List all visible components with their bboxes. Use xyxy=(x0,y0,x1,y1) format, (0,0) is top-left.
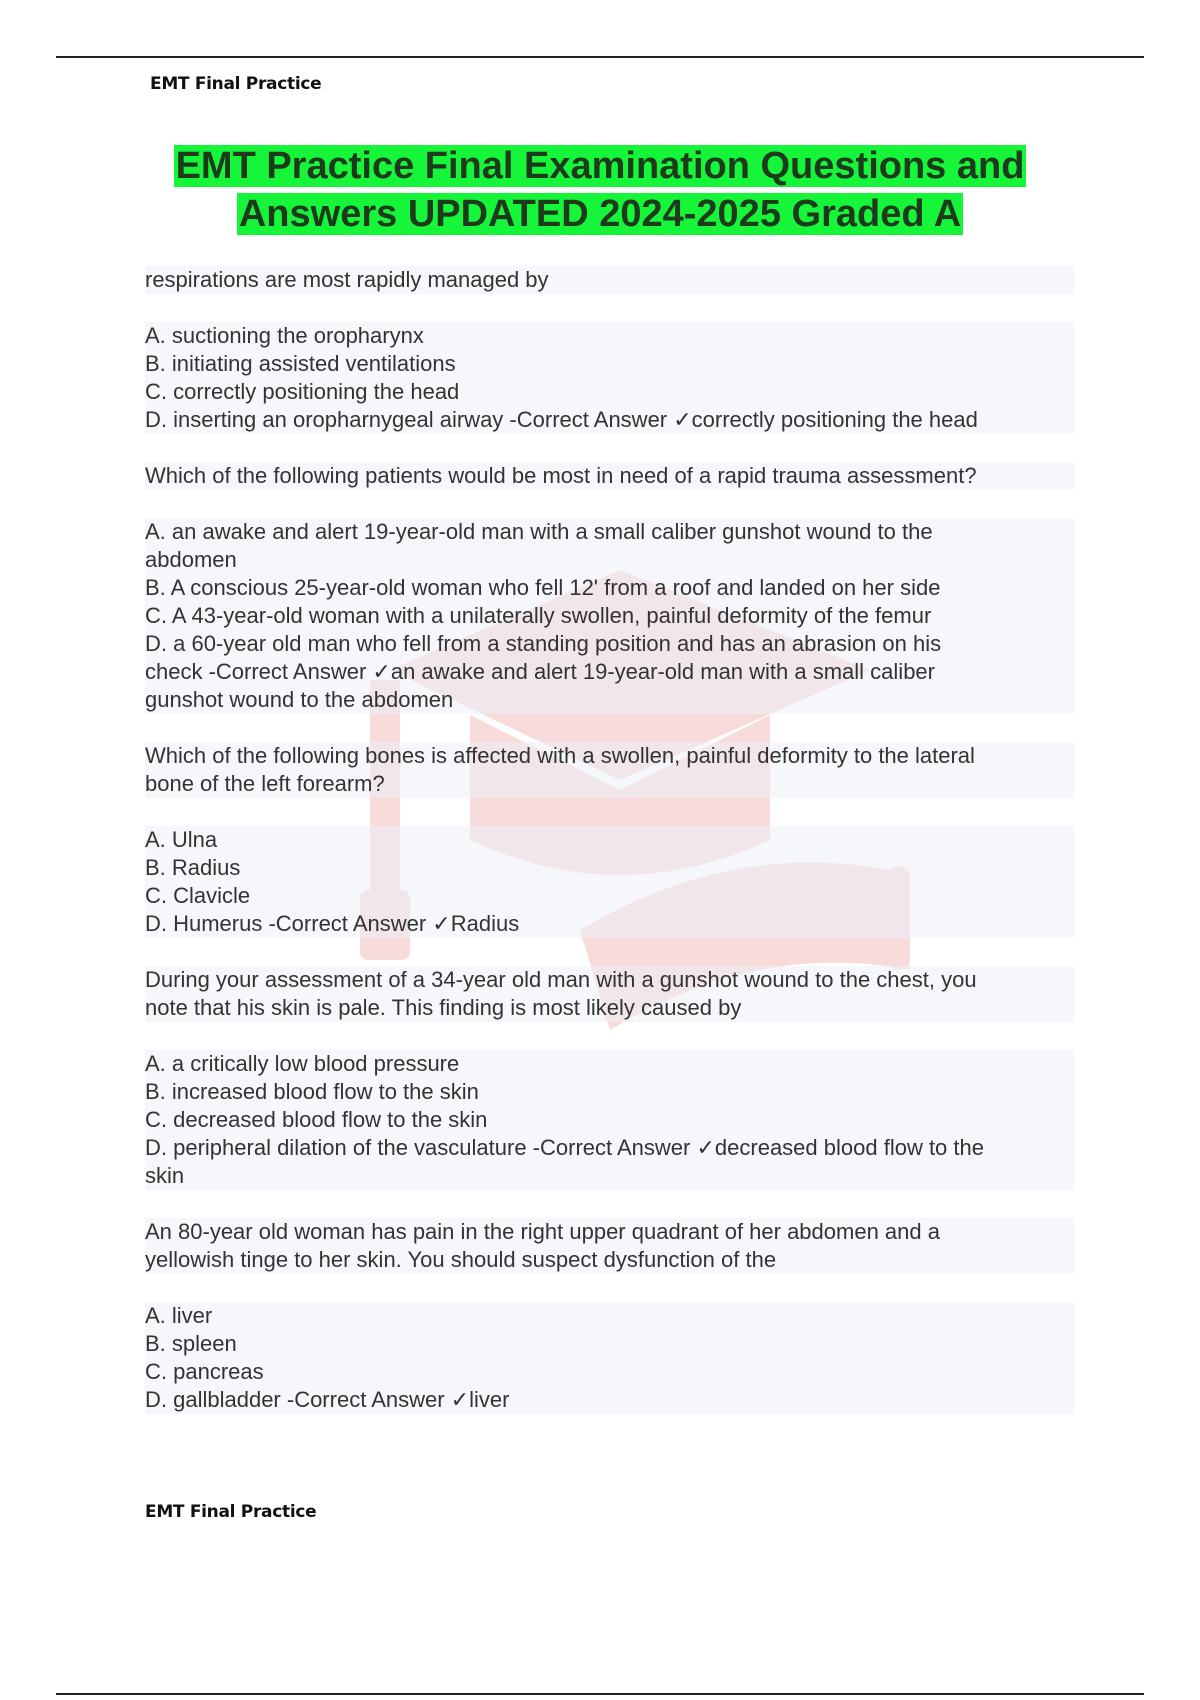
answer-option-line: B. increased blood flow to the skin xyxy=(145,1078,1075,1106)
questions-list xyxy=(145,266,1075,1414)
answer-option-line: B. spleen xyxy=(145,1330,1075,1358)
stem-gap xyxy=(145,798,1075,826)
answer-option-line: gunshot wound to the abdomen xyxy=(145,686,1075,714)
answer-option-line: B. initiating assisted ventilations xyxy=(145,350,1075,378)
answer-option-line: C. A 43-year-old woman with a unilaterally swollen, painful deformity of the femur xyxy=(145,602,1075,630)
answer-option-line: abdomen xyxy=(145,546,1075,574)
top-rule xyxy=(56,56,1144,58)
stem-gap xyxy=(145,490,1075,518)
answer-option-line: C. decreased blood flow to the skin xyxy=(145,1106,1075,1134)
answer-option-line: A. suctioning the oropharynx xyxy=(145,322,1075,350)
answer-option-line: D. a 60-year old man who fell from a standing position and has an abrasion on his xyxy=(145,630,1075,658)
title-line-2: Answers UPDATED 2024-2025 Graded A xyxy=(238,193,962,235)
stem-gap xyxy=(145,1022,1075,1050)
document-title xyxy=(130,142,1070,238)
answer-option-line: A. a critically low blood pressure xyxy=(145,1050,1075,1078)
title-line-1: EMT Practice Final Examination Questions and xyxy=(175,145,1025,187)
question-stem-line: respirations are most rapidly managed by xyxy=(145,266,1075,294)
question-block xyxy=(145,462,1075,714)
answer-option-line: D. gallbladder -Correct Answer ✓liver xyxy=(145,1386,1075,1414)
answer-option-line: D. Humerus -Correct Answer ✓Radius xyxy=(145,910,1075,938)
stem-gap xyxy=(145,1274,1075,1302)
answer-option-line: B. A conscious 25-year-old woman who fell 12' from a roof and landed on her side xyxy=(145,574,1075,602)
question-block xyxy=(145,1218,1075,1414)
question-block xyxy=(145,742,1075,938)
answer-option-line: check -Correct Answer ✓an awake and alert 19-year-old man with a small caliber xyxy=(145,658,1075,686)
question-stem-line: bone of the left forearm? xyxy=(145,770,1075,798)
running-footer: EMT Final Practice xyxy=(145,1502,317,1522)
answer-option-line: A. Ulna xyxy=(145,826,1075,854)
question-gap xyxy=(145,714,1075,742)
question-stem-line: An 80-year old woman has pain in the right upper quadrant of her abdomen and a xyxy=(145,1218,1075,1246)
answer-option-line: skin xyxy=(145,1162,1075,1190)
question-stem-line: During your assessment of a 34-year old man with a gunshot wound to the chest, you xyxy=(145,966,1075,994)
answer-option-line: D. inserting an oropharnygeal airway -Correct Answer ✓correctly positioning the head xyxy=(145,406,1075,434)
question-gap xyxy=(145,1190,1075,1218)
answer-option-line: C. pancreas xyxy=(145,1358,1075,1386)
question-stem-line: Which of the following bones is affected with a swollen, painful deformity to the lateral xyxy=(145,742,1075,770)
question-stem-line: Which of the following patients would be most in need of a rapid trauma assessment? xyxy=(145,462,1075,490)
answer-option-line: C. Clavicle xyxy=(145,882,1075,910)
answer-option-line: A. liver xyxy=(145,1302,1075,1330)
question-gap xyxy=(145,434,1075,462)
stem-gap xyxy=(145,294,1075,322)
answer-option-line: C. correctly positioning the head xyxy=(145,378,1075,406)
answer-option-line: B. Radius xyxy=(145,854,1075,882)
running-header: EMT Final Practice xyxy=(150,74,322,94)
answer-option-line: A. an awake and alert 19-year-old man with a small caliber gunshot wound to the xyxy=(145,518,1075,546)
bottom-rule xyxy=(56,1693,1144,1695)
answer-option-line: D. peripheral dilation of the vasculature -Correct Answer ✓decreased blood flow to the xyxy=(145,1134,1075,1162)
question-block xyxy=(145,966,1075,1190)
question-gap xyxy=(145,938,1075,966)
question-stem-line: note that his skin is pale. This finding is most likely caused by xyxy=(145,994,1075,1022)
question-block xyxy=(145,266,1075,434)
question-stem-line: yellowish tinge to her skin. You should suspect dysfunction of the xyxy=(145,1246,1075,1274)
